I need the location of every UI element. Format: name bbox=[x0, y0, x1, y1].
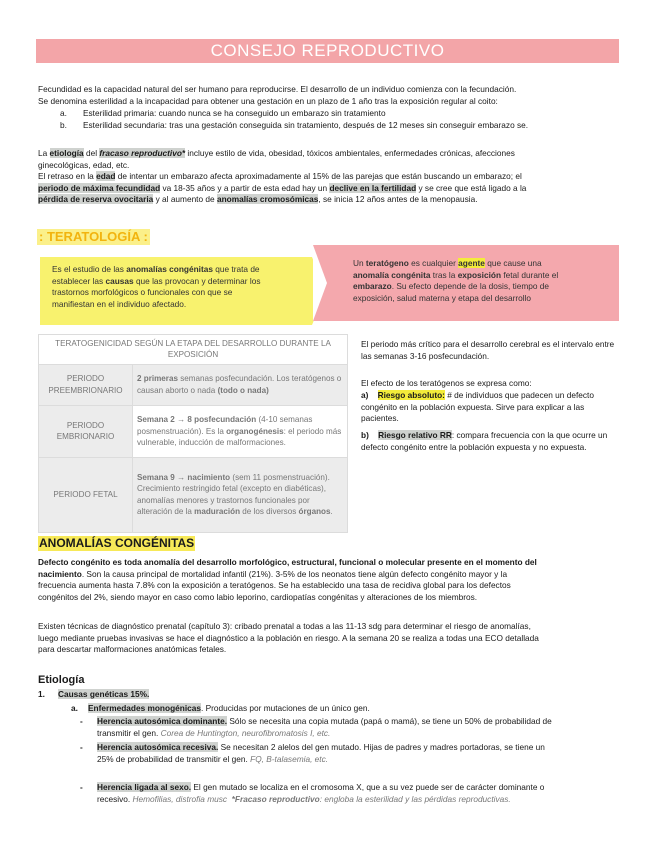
etiology-paragraph bbox=[38, 148, 628, 206]
teratogenicity-table bbox=[38, 334, 348, 533]
intro-paragraph bbox=[38, 84, 628, 107]
anomalias-paragraph bbox=[38, 557, 630, 603]
text-line: Es el estudio de las anomalías congénitas que trata de bbox=[52, 264, 260, 274]
teratology-definition bbox=[52, 264, 310, 310]
bullet-dash: - bbox=[80, 782, 83, 792]
bullet-dash: - bbox=[80, 742, 83, 752]
text-line: Existen técnicas de diagnóstico prenatal (capítulo 3): cribado prenatal a todas a las 11-13 sdg para determinar el riesgo de anomalías, bbox=[38, 621, 531, 631]
teratogen-definition bbox=[353, 258, 603, 304]
text-line: ginecológicas, edad, etc. bbox=[38, 159, 130, 170]
absolute-risk-item: a) Riesgo absoluto: # de individuos que padecen un defecto congénito en la población expuesta. Sirve para explicar a las pacientes. bbox=[361, 390, 594, 424]
text-line: pérdida de reserva ovocitaria y al aumento de anomalías cromosómicas, se inicia 12 años antes de la menopausia. bbox=[38, 194, 478, 205]
list-item: Esterilidad secundaria: tras una gestación conseguida sin tratamiento, después de 12 meses sin conseguir embarazo se. bbox=[83, 120, 529, 130]
text-line: Un teratógeno es cualquier agente que cause una bbox=[353, 258, 542, 268]
text-line: establecer las causas que las provocan y determinar los bbox=[52, 275, 261, 286]
text-line: Defecto congénito es toda anomalía del desarrollo morfológico, estructural, funcional o molecular presente en el momento del bbox=[38, 557, 537, 567]
table-row bbox=[39, 405, 348, 457]
text-line: El retraso en la edad de intentar un embarazo afecta aproximadamente al 15% de las parejas que están buscando un embarazo; el bbox=[38, 171, 522, 182]
genetic-causes: Causas genéticas 15%. bbox=[58, 689, 150, 699]
text-line: nacimiento. Son la causa principal de mortalidad infantil (21%). 3-5% de los neonatos tiene algún defecto congénito mayor y la bbox=[38, 568, 508, 579]
inheritance-item: Herencia ligada al sexo. El gen mutado se localiza en el cromosoma X, que a su vez puede ser de carácter dominante o recesivo. Hemofilias, distrofia musc *Fracaso reproductivo: engloba la esterilidad y las pérdidas reproductivas. bbox=[97, 782, 545, 804]
footnote-label: *Fracaso reproductivo bbox=[231, 793, 320, 804]
list-marker: 1. bbox=[38, 689, 45, 699]
table-row bbox=[39, 457, 348, 532]
table-row bbox=[39, 364, 348, 405]
list-marker: a. bbox=[60, 108, 67, 118]
page-title: CONSEJO REPRODUCTIVO bbox=[210, 41, 445, 60]
row-label: PERIODO EMBRIONARIO bbox=[39, 405, 133, 457]
list-item: Esterilidad primaria: cuando nunca se ha conseguido un embarazo sin tratamiento bbox=[83, 108, 386, 118]
text-line: trastornos morfológicos o funcionales con que se bbox=[52, 287, 233, 298]
intro-line: Se denomina esterilidad a la incapacidad para obtener una gestación en un plazo de 1 año tras la exposición regular al coito: bbox=[38, 95, 498, 106]
row-value: Semana 2 → 8 posfecundación (4-10 semanas posmenstruación). Es la organogénesis: el periodo más vulnerable, inducción de malformaciones. bbox=[133, 405, 348, 457]
row-value: 2 primeras semanas posfecundación. Los teratógenos o causan aborto o nada (todo o nada) bbox=[133, 364, 348, 405]
text-line: congénitos del 2%, siendo mayor en caso como labio leporino, cardiopatías congénitas y alteraciones de los miembros. bbox=[38, 591, 478, 602]
critical-period-paragraph: El periodo más crítico para el desarrollo cerebral es el intervalo entre las semanas 3-16 posfecundación. bbox=[361, 339, 615, 361]
text-line: para descartar malformaciones anatómicas fetales. bbox=[38, 644, 227, 655]
text-line: anomalía congénita tras la exposición fetal durante el bbox=[353, 269, 559, 280]
text-line: La etiología del fracaso reproductivo* incluye estilo de vida, obesidad, tóxicos ambientales, enfermedades crónicas, afecciones bbox=[38, 148, 515, 158]
table-header: TERATOGENICIDAD SEGÚN LA ETAPA DEL DESARROLLO DURANTE LA EXPOSICIÓN bbox=[39, 335, 348, 365]
effect-intro: El efecto de los teratógenos se expresa como: bbox=[361, 378, 532, 388]
text-line: exposición, salud materna y etapa del desarrollo bbox=[353, 292, 532, 303]
bullet-dash: - bbox=[80, 716, 83, 726]
list-marker: b. bbox=[60, 120, 67, 130]
text-line: manifiestan en el individuo afectado. bbox=[52, 298, 187, 309]
row-label: PERIODO FETAL bbox=[39, 457, 133, 532]
text-line: luego mediante pruebas invasivas se hace el diagnóstico a la población en riesgo. A la semana 20 se realiza a todas una ECO detallada bbox=[38, 632, 539, 643]
list-marker: a. bbox=[71, 703, 78, 713]
monogenic-item: Enfermedades monogénicas. Producidas por mutaciones de un único gen. bbox=[88, 703, 370, 713]
teratologia-heading: : TERATOLOGÍA : bbox=[39, 229, 148, 244]
inheritance-item: Herencia autosómica dominante. Sólo se necesita una copia mutada (papá o mamá), se tiene un 50% de probabilidad de transmitir el gen. Corea de Huntington, neurofibromatosis I, etc. bbox=[97, 716, 552, 738]
text-line: periodo de máxima fecundidad va 18-35 años y a partir de esta edad hay un declive en la fertilidad y se cree que está ligado a la bbox=[38, 182, 527, 193]
text-line: frecuencia aumenta hasta 7.8% con la exposición a teratógenos. Se ha establecido una tasa de recidiva global para los defectos bbox=[38, 580, 511, 591]
text-line: embarazo. Su efecto depende de la dosis, tiempo de bbox=[353, 281, 550, 292]
row-value: Semana 9 → nacimiento (sem 11 posmenstruación). Crecimiento restringido fetal (excepto en diabéticas), anomalías menores y trastornos funcionales por alteración de la maduración de los diversos órganos. bbox=[133, 457, 348, 532]
intro-line: Fecundidad es la capacidad natural del ser humano para reproducirse. El desarrollo de un individuo comienza con la fecundación. bbox=[38, 84, 517, 94]
inheritance-item: Herencia autosómica recesiva. Se necesitan 2 alelos del gen mutado. Hijas de padres y madres portadoras, se tiene un 25% de probabilidad de transmitir el gen. FQ, B-talasemia, etc. bbox=[97, 742, 545, 764]
anomalias-heading: ANOMALÍAS CONGÉNITAS bbox=[39, 536, 195, 550]
footnote-text: : engloba la esterilidad y las pérdidas reproductivas. bbox=[319, 793, 511, 804]
etiologia-heading: Etiología bbox=[38, 674, 85, 686]
relative-risk-item: b) Riesgo relativo RR: compara frecuencia con la que ocurre un defecto congénito entre la población expuesta y no expuesta. bbox=[361, 430, 608, 452]
diagnosis-paragraph bbox=[38, 621, 630, 656]
arrow-notch-shape bbox=[313, 245, 327, 321]
row-label: PERIODO PREEMBRIONARIO bbox=[39, 364, 133, 405]
title-banner bbox=[36, 39, 619, 63]
